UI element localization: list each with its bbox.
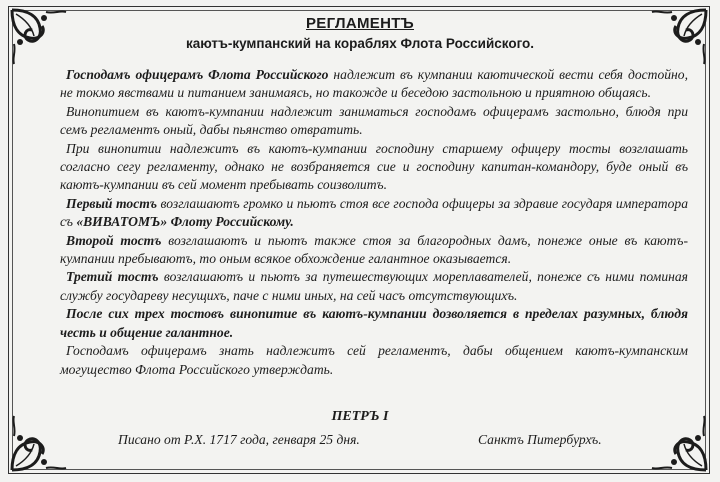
paragraph-text: При винопитии надлежитъ въ каютъ-кумпании господину старшему офицеру тосты возглашать согласно сегу регламенту, однако не возбраняется сие и господину капитан-командору, буде оный въ каютъ-кумпании въ сей момент пребывать соизволитъ. <box>60 140 688 193</box>
paragraph-lead: Господамъ офицерамъ Флота Российского <box>66 67 329 82</box>
paragraph-lead: Первый тостъ <box>66 195 157 211</box>
paragraph <box>60 232 688 269</box>
paragraph <box>60 140 688 195</box>
paragraph <box>60 342 688 379</box>
document-body <box>60 66 688 379</box>
paragraph <box>60 305 688 342</box>
paragraph <box>60 103 688 140</box>
paragraph-lead: После сих трех тостовъ винопитие въ каютъ-кумпании дозволяется в пределах разумных, блюдя честь и общение галантное. <box>60 306 688 340</box>
paragraph-lead: Второй тостъ <box>66 232 162 248</box>
paragraph <box>60 195 688 232</box>
paragraph-text: Винопитием въ каютъ-кумпании надлежит заниматься господамъ офицерамъ застольно, блюдя при семъ регламентъ оный, дабы пьянство отвратить. <box>60 103 688 138</box>
paragraph-emphasis: «ВИВАТОМЪ» Флоту Российскому. <box>76 214 294 230</box>
date-line: Писано от Р.Х. 1717 года, генваря 25 дня. <box>118 432 360 447</box>
place-line: Санктъ Питербурхъ. <box>478 432 602 447</box>
signature: ПЕТРЪ I <box>331 409 389 424</box>
paragraph-text: возглашаютъ громко и пьютъ стоя все господа офицеры за здравие государя императора съ <box>60 195 688 230</box>
paragraph-text: надлежит въ кумпании каютической вести себя достойно, не токмо явствами и питанием занимаясь, но такожде и беседою застольною и приятною общаясь. <box>60 67 688 101</box>
paragraph <box>60 66 688 103</box>
paragraph-text: Господамъ офицерамъ знать надлежитъ сей регламентъ, дабы общением каютъ-кумпанским могущество Флота Российского утверждать. <box>60 343 688 377</box>
paragraph <box>60 268 688 305</box>
paragraph-text: возглашаютъ и пьютъ за путешествующих мореплавателей, понеже съ ними поминая службу государеву несущихъ, паче с ними иных, на сей часъ отсутствующихъ. <box>60 269 689 303</box>
document-subtitle: каютъ-кумпанский на кораблях Флота Российского. <box>185 36 535 51</box>
paragraph-text: возглашаютъ и пьютъ также стоя за благородных дамъ, понеже оные въ каютъ-кумпании пребываютъ, то оным всякое обхождение галантное оказывается. <box>60 232 688 267</box>
document-title: РЕГЛАМЕНТЪ <box>305 15 415 32</box>
paragraph-lead: Третий тостъ <box>66 269 159 285</box>
